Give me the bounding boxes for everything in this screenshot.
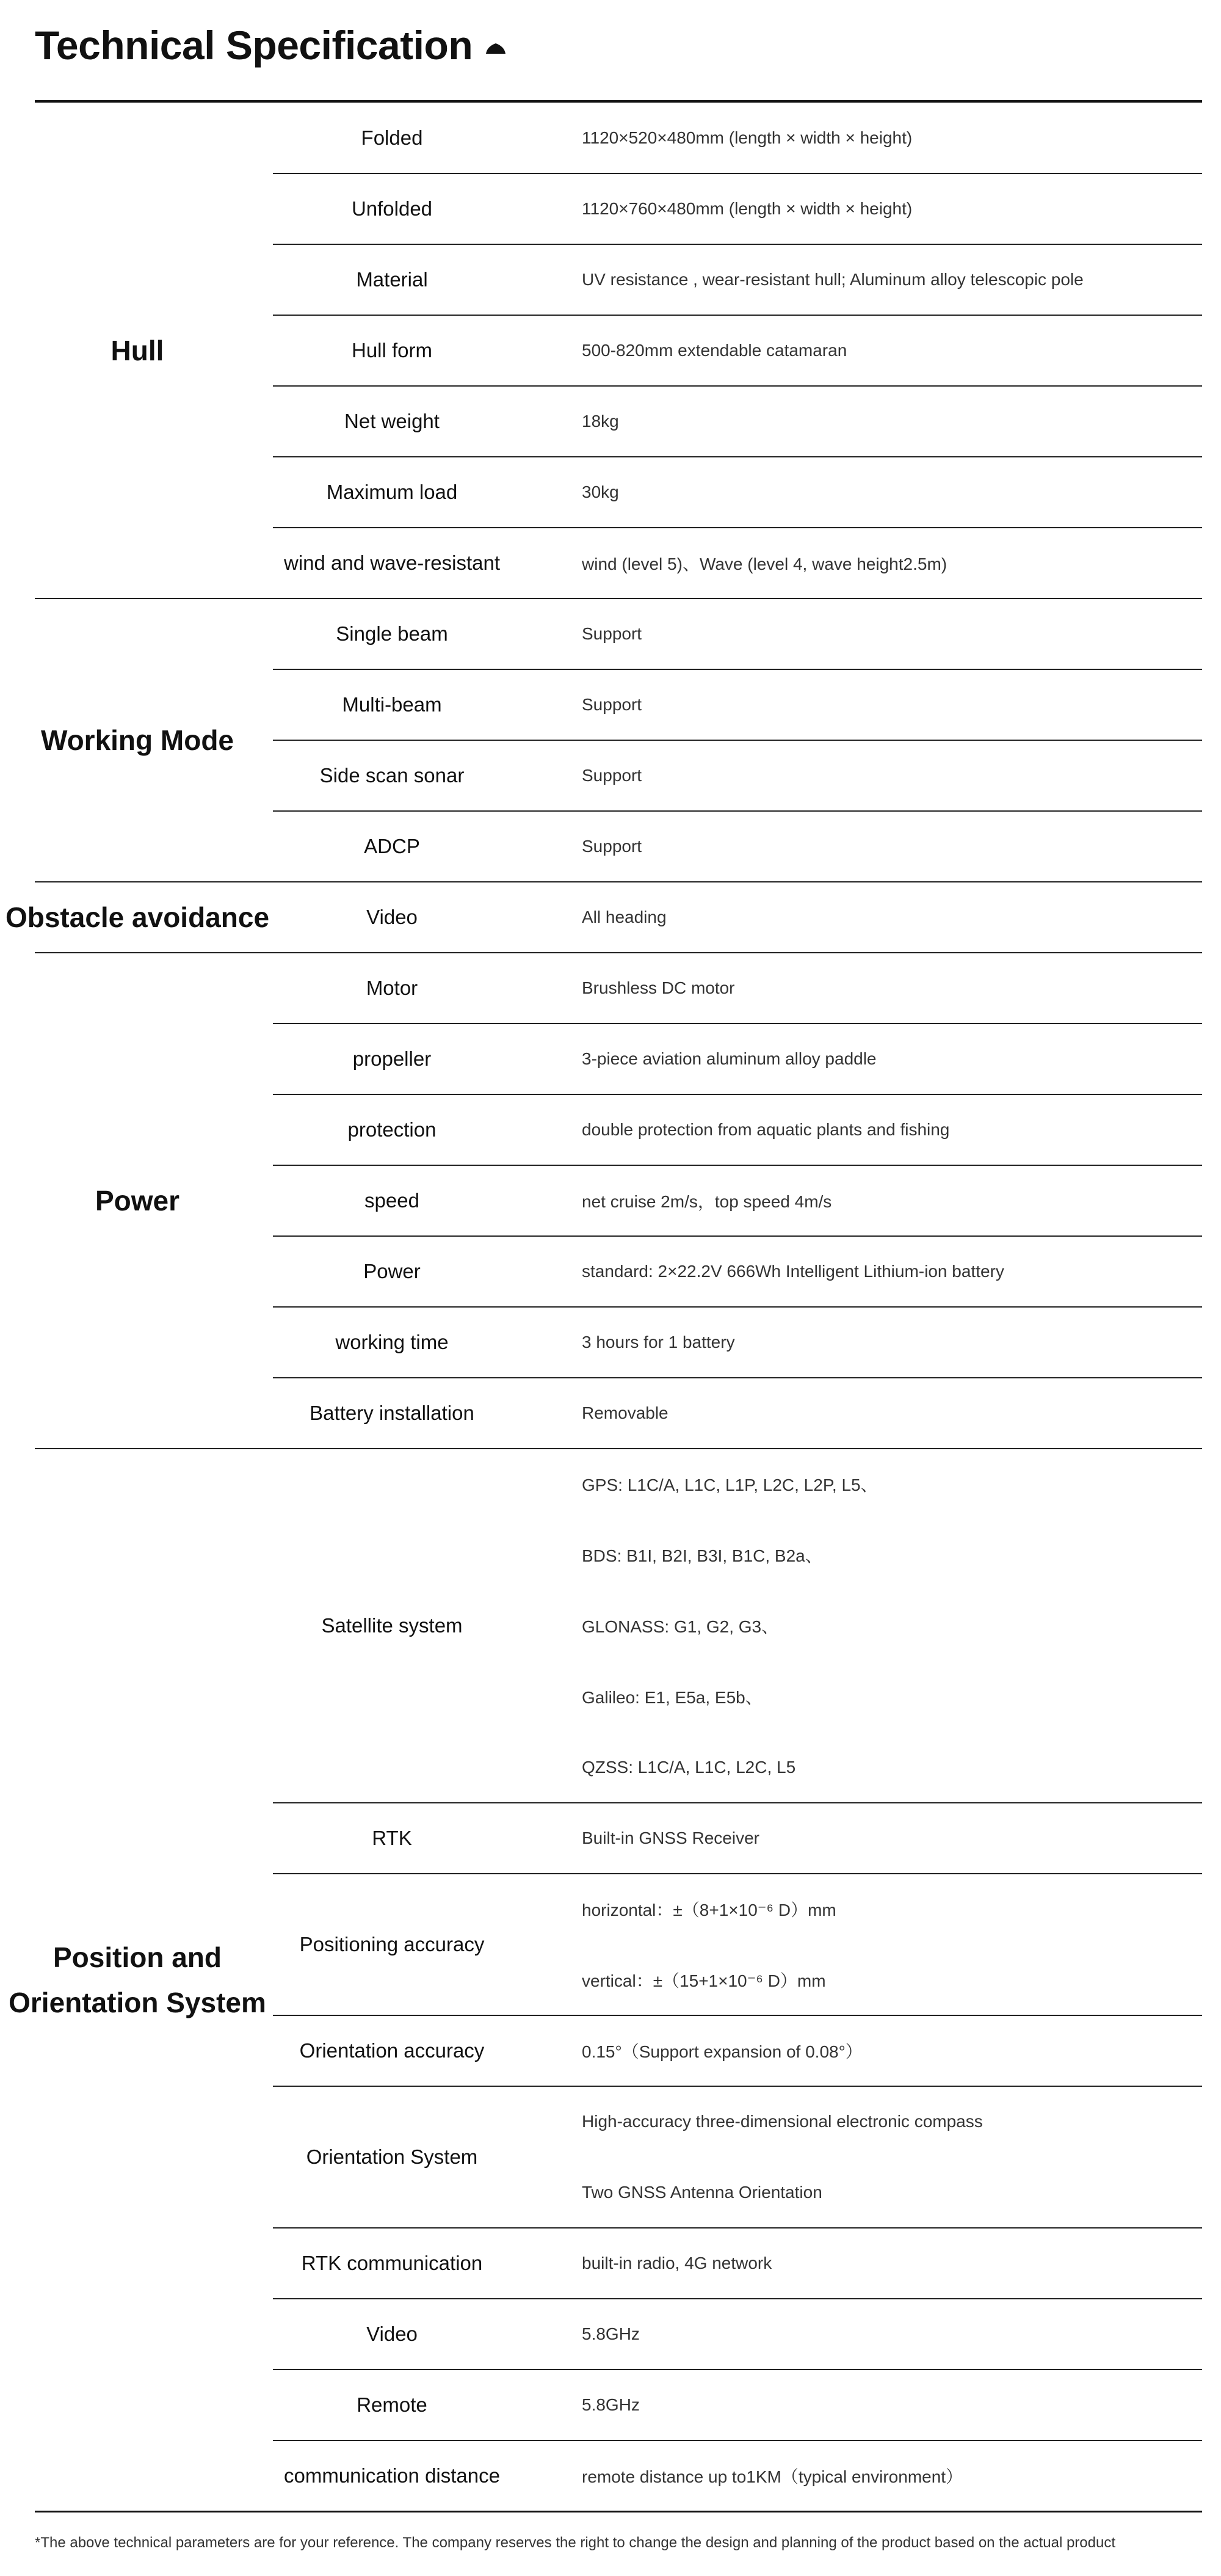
row-label-working-time: working time bbox=[335, 1331, 449, 1353]
row-value-video-link: 5.8GHz bbox=[582, 2324, 640, 2343]
row-label-communication-distance: communication distance bbox=[283, 2464, 500, 2487]
row-label-positioning-accuracy: Positioning accuracy bbox=[299, 1933, 485, 1956]
row-value-positioning-accuracy: horizontal：±（8+1×10⁻⁶ D）mm bbox=[582, 1901, 836, 1919]
row-label-material: Material bbox=[356, 268, 428, 291]
row-value-adcp: Support bbox=[582, 837, 642, 856]
row-value-video: All heading bbox=[582, 908, 667, 926]
row-label-satellite-system: Satellite system bbox=[321, 1614, 463, 1637]
row-label-rtk-communication: RTK communication bbox=[301, 2252, 483, 2274]
row-value-remote: 5.8GHz bbox=[582, 2395, 640, 2414]
row-value-battery-installation: Removable bbox=[582, 1403, 668, 1422]
table-bottom-divider bbox=[35, 2511, 1202, 2512]
row-label-remote: Remote bbox=[357, 2393, 427, 2416]
row-value-satellite-system: QZSS: L1C/A, L1C, L2C, L5 bbox=[582, 1758, 796, 1777]
row-value-orientation-system: High-accuracy three-dimensional electronic compass bbox=[582, 2112, 983, 2131]
row-value-propeller: 3-piece aviation aluminum alloy paddle bbox=[582, 1049, 877, 1068]
row-value-folded: 1120×520×480mm (length × width × height) bbox=[582, 128, 913, 147]
row-label-net-weight: Net weight bbox=[344, 410, 440, 432]
row-value-communication-distance: remote distance up to1KM（typical environment） bbox=[582, 2467, 963, 2486]
row-value-satellite-system: BDS: B1I, B2I, B3I, B1C, B2a、 bbox=[582, 1546, 822, 1565]
row-value-protection: double protection from aquatic plants and fishing bbox=[582, 1120, 950, 1139]
row-value-working-time: 3 hours for 1 battery bbox=[582, 1333, 735, 1352]
row-value-satellite-system: Galileo: E1, E5a, E5b、 bbox=[582, 1688, 763, 1707]
row-label-power: Power bbox=[363, 1260, 421, 1283]
row-label-maximum-load: Maximum load bbox=[326, 481, 458, 503]
row-value-single-beam: Support bbox=[582, 624, 642, 643]
section-label-position-orientation: Position and Orientation System bbox=[9, 1941, 266, 2018]
row-label-single-beam: Single beam bbox=[336, 622, 448, 645]
row-value-rtk: Built-in GNSS Receiver bbox=[582, 1828, 759, 1847]
row-value-speed: net cruise 2m/s，top speed 4m/s bbox=[582, 1192, 832, 1211]
row-value-satellite-system: GPS: L1C/A, L1C, L1P, L2C, L2P, L5、 bbox=[582, 1475, 878, 1494]
row-value-hull-form: 500-820mm extendable catamaran bbox=[582, 341, 847, 360]
row-value-net-weight: 18kg bbox=[582, 412, 619, 431]
row-value-maximum-load: 30kg bbox=[582, 482, 619, 501]
row-label-unfolded: Unfolded bbox=[351, 197, 433, 220]
row-label-rtk: RTK bbox=[372, 1827, 412, 1849]
row-value-unfolded: 1120×760×480mm (length × width × height) bbox=[582, 199, 913, 218]
row-label-folded: Folded bbox=[361, 126, 423, 149]
row-value-side-scan-sonar: Support bbox=[582, 766, 642, 785]
row-value-satellite-system: GLONASS: G1, G2, G3、 bbox=[582, 1617, 779, 1636]
row-value-wind-wave: wind (level 5)、Wave (level 4, wave height2.5m) bbox=[582, 555, 947, 573]
section-label-obstacle-avoidance: Obstacle avoidance bbox=[5, 901, 270, 933]
row-label-video: Video bbox=[366, 906, 418, 928]
page-title: Technical Specification bbox=[35, 23, 473, 68]
row-value-rtk-communication: built-in radio, 4G network bbox=[582, 2254, 772, 2272]
row-value-multi-beam: Support bbox=[582, 695, 642, 714]
row-label-hull-form: Hull form bbox=[351, 339, 433, 362]
row-label-battery-installation: Battery installation bbox=[310, 1402, 474, 1424]
row-label-wind-wave: wind and wave-resistant bbox=[283, 551, 500, 574]
row-label-adcp: ADCP bbox=[364, 835, 420, 857]
section-label-power: Power bbox=[95, 1185, 180, 1217]
row-value-material: UV resistance , wear-resistant hull; Aluminum alloy telescopic pole bbox=[582, 270, 1084, 289]
row-label-protection: protection bbox=[347, 1118, 437, 1141]
row-value-positioning-accuracy: vertical：±（15+1×10⁻⁶ D）mm bbox=[582, 1971, 826, 1990]
row-label-orientation-accuracy: Orientation accuracy bbox=[299, 2039, 485, 2062]
row-label-speed: speed bbox=[364, 1189, 419, 1212]
footnote: *The above technical parameters are for your reference. The company reserves the right to change the design and planning of the product based on the actual product bbox=[35, 2534, 1115, 2551]
row-label-multi-beam: Multi-beam bbox=[342, 693, 442, 716]
section-label-hull: Hull bbox=[111, 335, 164, 366]
row-label-propeller: propeller bbox=[352, 1047, 432, 1070]
row-value-motor: Brushless DC motor bbox=[582, 978, 735, 997]
row-label-video-link: Video bbox=[366, 2323, 418, 2345]
row-label-motor: Motor bbox=[366, 977, 418, 999]
section-label-working-mode: Working Mode bbox=[40, 724, 234, 756]
row-value-orientation-system: Two GNSS Antenna Orientation bbox=[582, 2183, 822, 2202]
row-value-power: standard: 2×22.2V 666Wh Intelligent Lithium-ion battery bbox=[582, 1262, 1004, 1281]
row-label-orientation-system: Orientation System bbox=[306, 2145, 478, 2168]
row-label-side-scan-sonar: Side scan sonar bbox=[319, 764, 465, 787]
row-value-orientation-accuracy: 0.15°（Support expansion of 0.08°） bbox=[582, 2042, 863, 2061]
